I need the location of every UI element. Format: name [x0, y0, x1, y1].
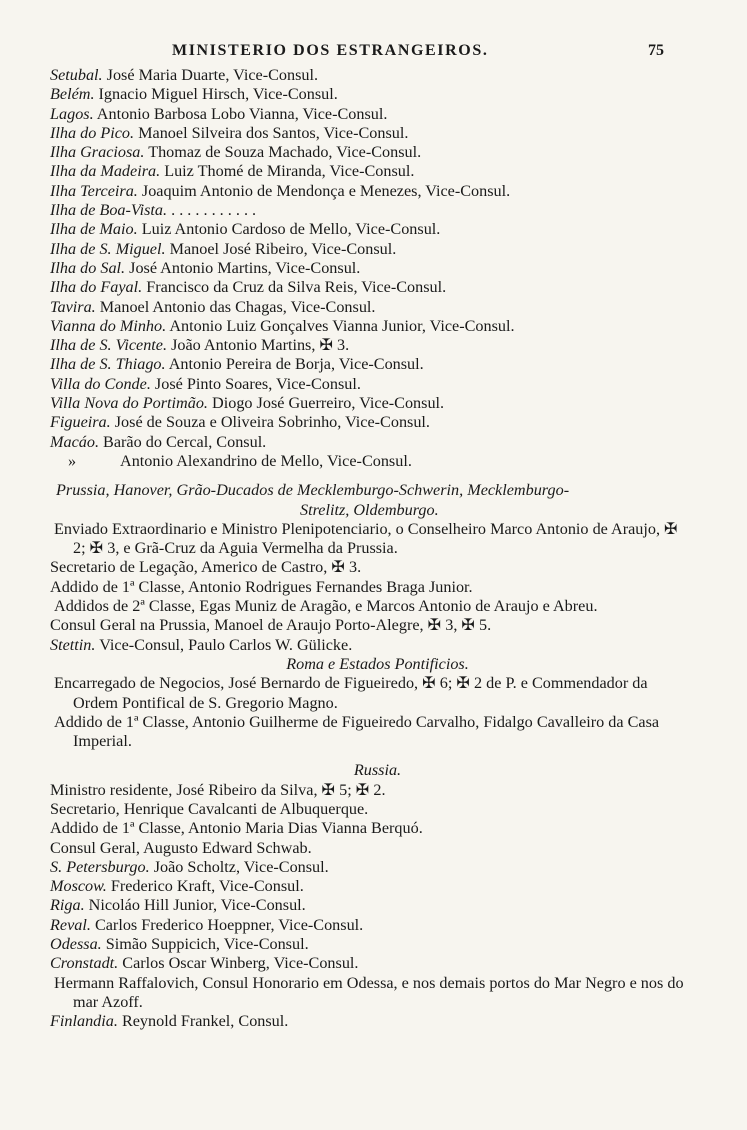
place-name: Odessa.	[50, 935, 102, 954]
list-item	[0, 858, 697, 877]
entry-text: Antonio Luiz Gonçalves Vianna Junior, Vice-Consul.	[169, 316, 515, 335]
list-item	[0, 182, 697, 201]
entry-text: Nicoláo Hill Junior, Vice-Consul.	[88, 896, 306, 915]
place-name: Lagos.	[50, 104, 94, 123]
place-name: Setubal.	[50, 66, 103, 84]
list-item	[0, 124, 697, 143]
list-item	[0, 433, 697, 452]
entry-text: Francisco da Cruz da Silva Reis, Vice-Consul.	[146, 278, 447, 297]
russia-section	[0, 761, 747, 1031]
list-item	[0, 375, 697, 394]
list-item	[0, 394, 697, 413]
list-item	[0, 66, 697, 85]
page-number: 75	[648, 42, 664, 59]
portugal-consul-list	[0, 66, 747, 471]
ditto-mark: »	[68, 451, 77, 470]
entry-text: Antonio Barbosa Lobo Vianna, Vice-Consul.	[96, 104, 388, 123]
list-item: Consul Geral na Prussia, Manoel de Araujo Porto-Alegre, ✠ 3, ✠ 5.	[50, 616, 492, 635]
list-item: Secretario, Henrique Cavalcanti de Albuquerque.	[50, 799, 369, 818]
section-title-continued: Strelitz, Oldemburgo.	[300, 500, 439, 519]
list-item	[0, 452, 747, 471]
list-item	[0, 355, 697, 374]
entry-text: José Maria Duarte, Vice-Consul.	[106, 66, 319, 84]
place-name: Ilha de Boa-Vista.	[50, 201, 168, 220]
entry-text: Carlos Oscar Winberg, Vice-Consul.	[122, 954, 359, 973]
entry-text: Antonio Alexandrino de Mello, Vice-Consul.	[120, 451, 412, 470]
list-item	[0, 143, 697, 162]
place-name: Ilha do Sal.	[50, 258, 126, 277]
list-item: Addido de 1ª Classe, Antonio Maria Dias Vianna Berquó.	[50, 819, 423, 838]
place-name: Villa Nova do Portimão.	[50, 394, 208, 413]
page-body	[0, 66, 747, 1032]
list-item	[0, 877, 697, 896]
list-item	[0, 162, 697, 181]
place-name: Ilha Graciosa.	[50, 143, 145, 162]
place-name: Cronstadt.	[50, 954, 119, 973]
list-item: Encarregado de Negocios, José Bernardo de Figueiredo, ✠ 6; ✠ 2 de P. e Commendador da Ordem Pontifical de S. Gregorio Magno.	[54, 674, 648, 712]
list-item: Enviado Extraordinario e Ministro Plenipotenciario, o Conselheiro Marco Antonio de Araujo, ✠ 2; ✠ 3, e Grã-Cruz da Aguia Vermelha da Prussia.	[54, 519, 678, 558]
place-name: Moscow.	[50, 877, 107, 896]
place-name: Belém.	[50, 85, 95, 104]
place-name: Ilha Terceira.	[50, 181, 138, 200]
entry-text: Vice-Consul, Paulo Carlos W. Gülicke.	[99, 635, 353, 654]
list-item	[0, 85, 697, 104]
entry-text: Manoel Antonio das Chagas, Vice-Consul.	[99, 297, 376, 316]
list-item	[0, 896, 697, 915]
entry-text: João Scholtz, Vice-Consul.	[153, 857, 329, 876]
list-item	[0, 105, 697, 124]
list-item	[0, 413, 697, 432]
list-item: Ministro residente, José Ribeiro da Silva, ✠ 5; ✠ 2.	[50, 780, 386, 799]
list-item	[0, 636, 697, 655]
list-item	[0, 935, 697, 954]
place-name: Tavira.	[50, 297, 96, 316]
list-item	[0, 240, 697, 259]
entry-text: Thomaz de Souza Machado, Vice-Consul.	[148, 143, 422, 162]
entry-text: Ignacio Miguel Hirsch, Vice-Consul.	[98, 85, 338, 104]
place-name: Reval.	[50, 915, 91, 934]
list-item: Hermann Raffalovich, Consul Honorario em Odessa, e nos demais portos do Mar Negro e nos do mar Azoff.	[54, 973, 684, 1011]
list-item: Addido de 1ª Classe, Antonio Rodrigues Fernandes Braga Junior.	[50, 577, 473, 596]
section-gap	[0, 751, 747, 761]
entry-text: Luiz Antonio Cardoso de Mello, Vice-Consul.	[141, 220, 441, 239]
place-name: Ilha do Fayal.	[50, 278, 143, 297]
list-item: Secretario de Legação, Americo de Castro, ✠ 3.	[50, 558, 362, 577]
running-title: MINISTERIO DOS ESTRANGEIROS.	[172, 42, 489, 59]
place-name: Ilha de S. Vicente.	[50, 336, 168, 355]
place-name: Ilha de S. Thiago.	[50, 355, 166, 374]
place-name: Finlandia.	[50, 1012, 118, 1031]
list-item	[0, 278, 697, 297]
entry-text: Simão Suppicich, Vice-Consul.	[105, 935, 309, 954]
entry-text: João Antonio Martins, ✠ 3.	[171, 336, 350, 355]
list-item	[0, 220, 697, 239]
entry-text: . . . . . . . . . . .	[171, 201, 257, 220]
entry-text: José de Souza e Oliveira Sobrinho, Vice-Consul.	[114, 413, 430, 432]
entry-text: Manoel José Ribeiro, Vice-Consul.	[169, 239, 397, 258]
entry-text: José Pinto Soares, Vice-Consul.	[154, 374, 361, 393]
list-item	[0, 298, 697, 317]
place-name: Figueira.	[50, 413, 111, 432]
section-title: Russia.	[353, 761, 402, 780]
list-item	[0, 317, 697, 336]
section-gap	[0, 471, 747, 481]
place-name: Ilha do Pico.	[50, 123, 135, 142]
place-name: Macáo.	[50, 432, 99, 451]
entry-text: Antonio Pereira de Borja, Vice-Consul.	[168, 355, 424, 374]
list-item: Consul Geral, Augusto Edward Schwab.	[50, 838, 312, 857]
place-name: Stettin.	[50, 635, 96, 654]
place-name: Ilha da Madeira.	[50, 162, 161, 181]
place-name: Vianna do Minho.	[50, 316, 167, 335]
page-header	[0, 42, 747, 66]
place-name: Villa do Conde.	[50, 374, 151, 393]
entry-text: Reynold Frankel, Consul.	[121, 1012, 289, 1031]
list-item	[0, 1012, 697, 1031]
section-title: Roma e Estados Pontificios.	[286, 654, 469, 673]
entry-text: Luiz Thomé de Miranda, Vice-Consul.	[164, 162, 415, 181]
place-name: S. Petersburgo.	[50, 857, 150, 876]
list-item	[0, 201, 697, 220]
entry-text: José Antonio Martins, Vice-Consul.	[129, 258, 361, 277]
list-item	[0, 954, 697, 973]
section-title: Prussia, Hanover, Grão-Ducados de Mecklemburgo-Schwerin, Mecklemburgo-	[56, 481, 570, 500]
entry-text: Frederico Kraft, Vice-Consul.	[110, 877, 304, 896]
entry-text: Carlos Frederico Hoeppner, Vice-Consul.	[94, 915, 364, 934]
entry-text: Barão do Cercal, Consul.	[103, 432, 267, 451]
place-name: Ilha de Maio.	[50, 220, 138, 239]
place-name: Ilha de S. Miguel.	[50, 239, 166, 258]
list-item: Addidos de 2ª Classe, Egas Muniz de Aragão, e Marcos Antonio de Araujo e Abreu.	[54, 597, 598, 616]
entry-text: Diogo José Guerreiro, Vice-Consul.	[212, 394, 445, 413]
roma-section	[0, 655, 747, 751]
place-name: Riga.	[50, 896, 85, 915]
entry-text: Joaquim Antonio de Mendonça e Menezes, Vice-Consul.	[141, 181, 511, 200]
list-item	[0, 336, 697, 355]
list-item	[0, 259, 697, 278]
list-item: Addido de 1ª Classe, Antonio Guilherme de Figueiredo Carvalho, Fidalgo Cavalleiro da Casa Imperial.	[54, 712, 660, 751]
list-item	[0, 916, 697, 935]
entry-text: Manoel Silveira dos Santos, Vice-Consul.	[138, 123, 409, 142]
prussia-section	[0, 481, 747, 655]
